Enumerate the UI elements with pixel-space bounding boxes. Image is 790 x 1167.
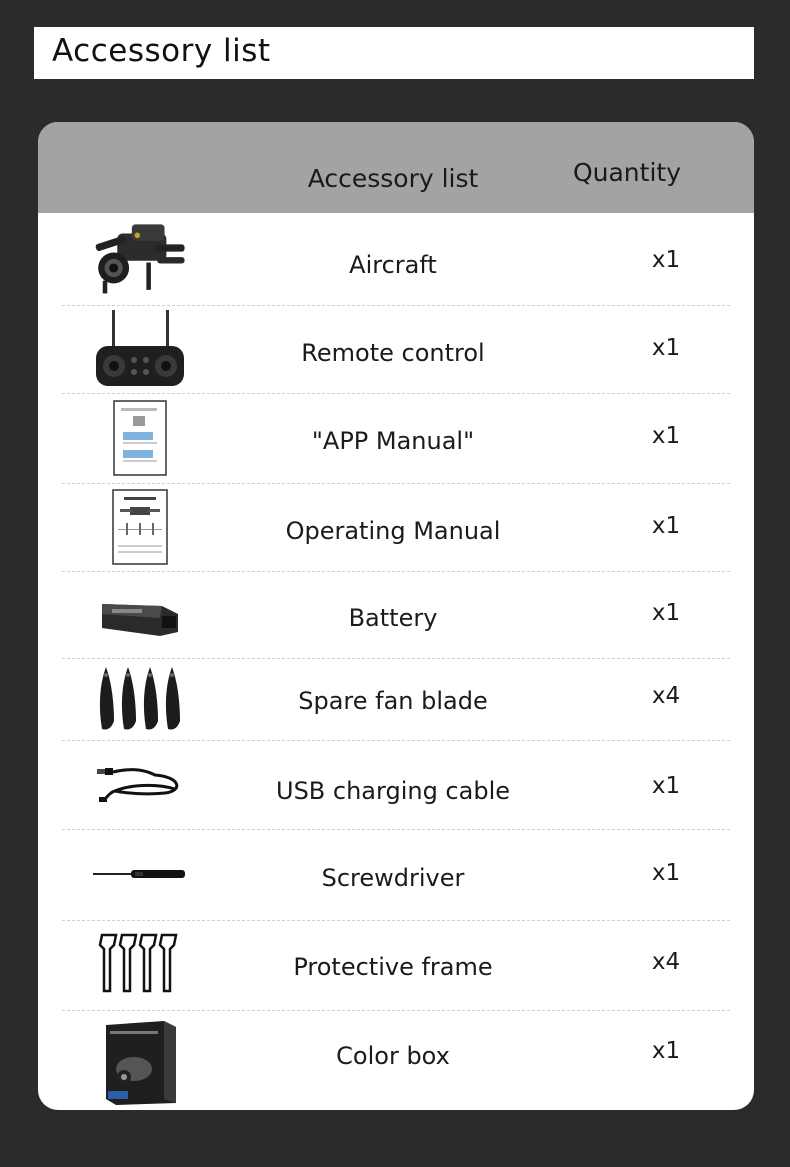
- row-name: Operating Manual: [285, 517, 501, 545]
- color-box-icon: [90, 1019, 190, 1107]
- remote-control-icon: [90, 310, 190, 390]
- row-name: Spare fan blade: [298, 687, 488, 715]
- app-manual-icon: [90, 400, 190, 476]
- row-qty: x1: [651, 773, 681, 799]
- battery-icon: [90, 592, 190, 638]
- table-row: [38, 572, 754, 659]
- row-qty: x1: [651, 423, 681, 449]
- row-name: Remote control: [301, 339, 485, 367]
- accessory-table: [38, 122, 754, 1110]
- row-name: USB charging cable: [276, 777, 510, 805]
- table-row: [38, 213, 754, 306]
- header-accessory: Accessory list: [307, 164, 479, 193]
- table-header: [38, 122, 754, 213]
- table-row: [38, 394, 754, 484]
- table-row: [38, 921, 754, 1011]
- screwdriver-icon: [90, 868, 190, 880]
- row-name: Battery: [348, 604, 438, 632]
- table-row: [38, 659, 754, 741]
- row-qty: x1: [651, 600, 681, 626]
- row-qty: x1: [651, 860, 681, 886]
- row-qty: x1: [651, 1038, 681, 1064]
- page-title: Accessory list: [52, 33, 271, 69]
- row-name: "APP Manual": [311, 427, 475, 455]
- usb-cable-icon: [90, 763, 190, 805]
- table-row: [38, 484, 754, 572]
- protective-frame-icon: [90, 931, 190, 995]
- fan-blade-icon: [90, 665, 190, 733]
- row-name: Color box: [336, 1042, 450, 1070]
- row-name: Protective frame: [293, 953, 493, 981]
- operating-manual-icon: [90, 489, 190, 565]
- table-row: [38, 830, 754, 921]
- row-qty: x1: [651, 247, 681, 273]
- row-qty: x4: [651, 949, 681, 975]
- row-qty: x4: [651, 683, 681, 709]
- page-title-bar: [34, 27, 754, 79]
- table-row: [38, 741, 754, 830]
- drone-icon: [90, 217, 190, 299]
- table-row: [38, 1011, 754, 1110]
- row-qty: x1: [651, 513, 681, 539]
- row-qty: x1: [651, 335, 681, 361]
- table-row: [38, 306, 754, 394]
- header-quantity: Quantity: [572, 158, 682, 187]
- row-name: Screwdriver: [321, 864, 465, 892]
- row-name: Aircraft: [349, 251, 437, 279]
